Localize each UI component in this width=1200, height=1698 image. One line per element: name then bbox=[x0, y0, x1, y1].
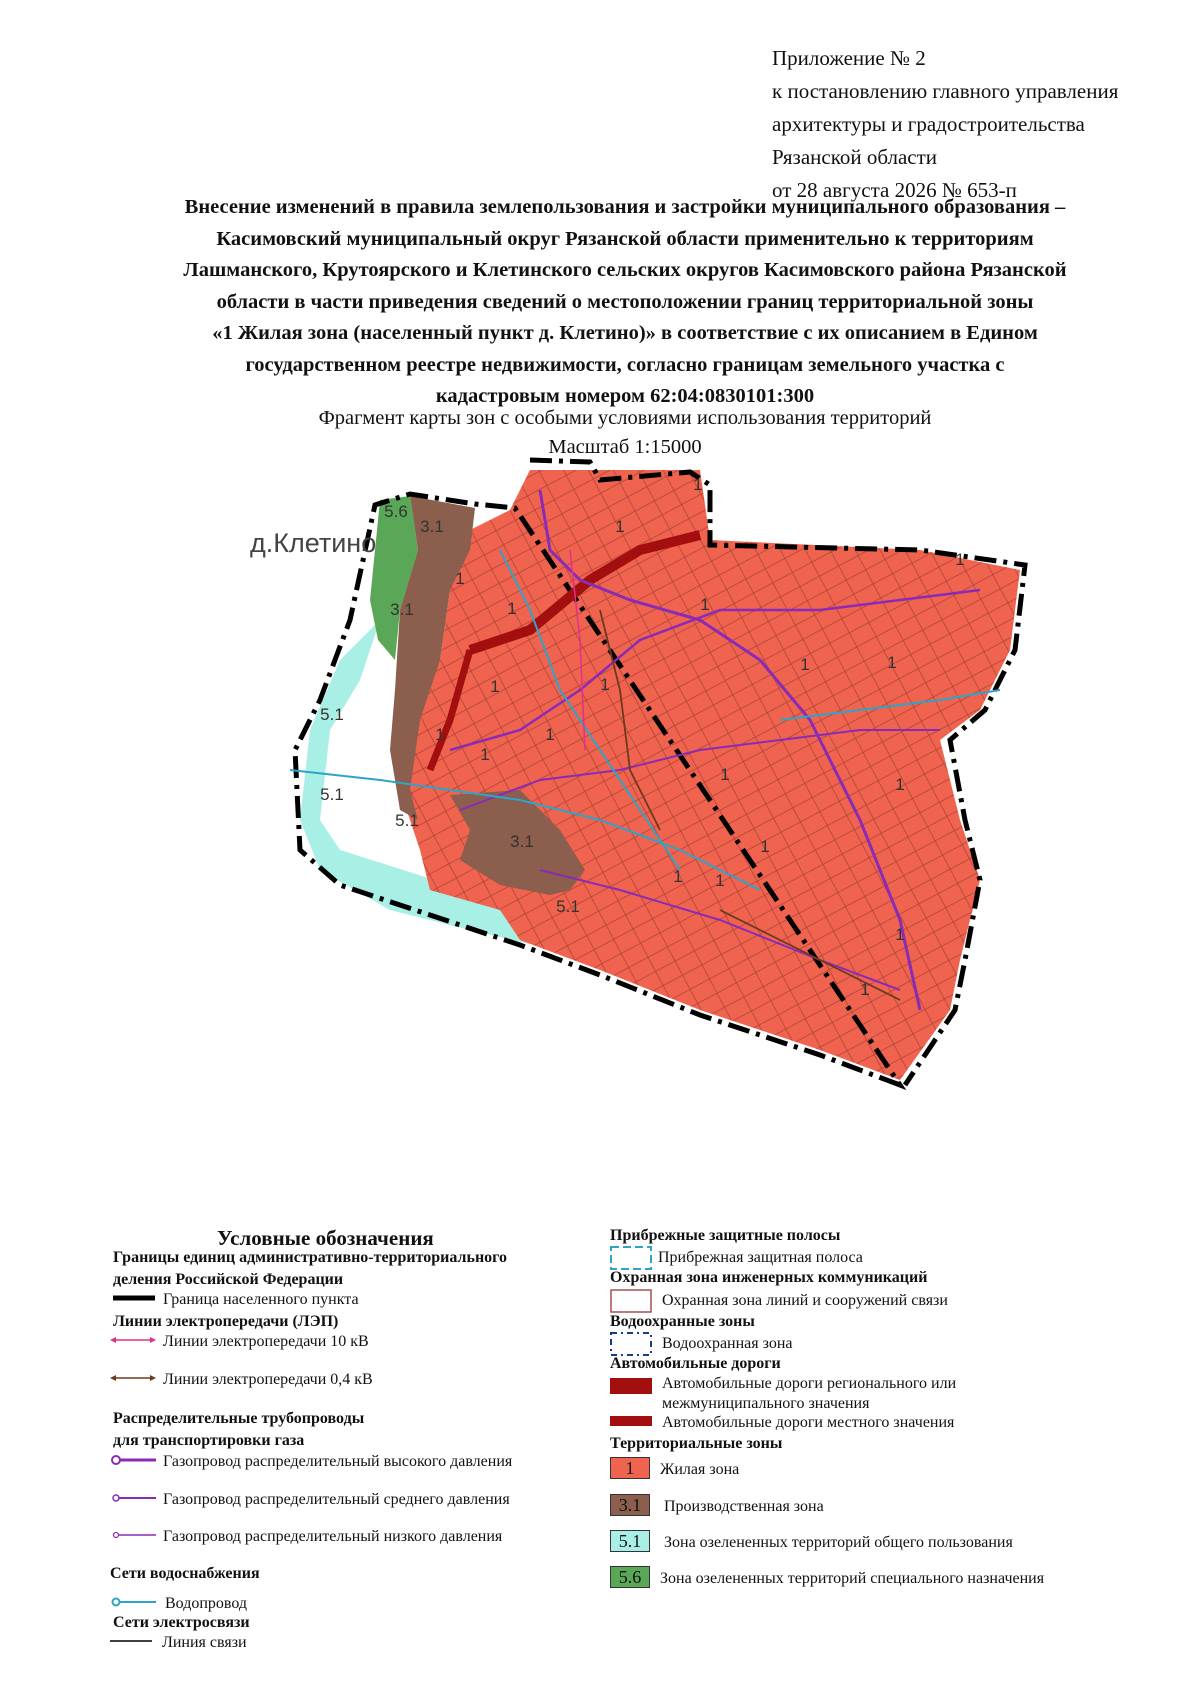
coastal-strip-symbol bbox=[610, 1246, 652, 1270]
legend-zone-5-1: Зона озелененных территорий общего пользования bbox=[664, 1534, 1013, 1551]
eng-zone-symbol bbox=[610, 1289, 652, 1313]
zone-label: 1 bbox=[615, 517, 625, 536]
zone-label: 1 bbox=[860, 980, 870, 999]
gas-high-symbol bbox=[110, 1454, 156, 1466]
road-local-symbol bbox=[610, 1416, 652, 1426]
legend-gas-low: Газопровод распределительный низкого давления bbox=[163, 1528, 503, 1545]
legend-zone-3-1: Производственная зона bbox=[664, 1498, 824, 1515]
legend-eng-header: Охранная зона инженерных коммуникаций bbox=[610, 1269, 928, 1286]
zone-label: 1 bbox=[507, 599, 517, 618]
legend-gas-header: Распределительные трубопроводы bbox=[113, 1410, 365, 1427]
zone-label: 1 bbox=[490, 677, 500, 696]
zone-label: 1 bbox=[760, 837, 770, 856]
legend-admin-header-2: деления Российской Федерации bbox=[113, 1271, 344, 1288]
zone-label: 3.1 bbox=[390, 600, 414, 619]
zone-label: 1 bbox=[435, 725, 445, 744]
legend-eng-zone: Охранная зона линий и сооружений связи bbox=[662, 1292, 948, 1309]
power-10kv-symbol bbox=[110, 1335, 156, 1345]
legend-comm-header: Сети электросвязи bbox=[113, 1614, 250, 1631]
water-pipe-symbol bbox=[110, 1596, 156, 1608]
legend-power-10kv: Линии электропередачи 10 кВ bbox=[163, 1333, 369, 1350]
document-title bbox=[70, 192, 1180, 413]
zone-1-swatch: 1 bbox=[610, 1457, 650, 1479]
zone-label: 1 bbox=[715, 871, 725, 890]
legend-road-local: Автомобильные дороги местного значения bbox=[662, 1414, 955, 1431]
legend-gas-mid: Газопровод распределительный среднего давления bbox=[163, 1491, 510, 1508]
title-line: государственном реестре недвижимости, согласно границам земельного участка с bbox=[245, 353, 1005, 376]
power-04kv-symbol bbox=[110, 1373, 156, 1383]
zone-label: 3.1 bbox=[510, 832, 534, 851]
title-line: Касимовский муниципальный округ Рязанской области применительно к территориям bbox=[216, 227, 1034, 250]
title-line: области в части приведения сведений о местоположении границ территориальной зоны bbox=[216, 290, 1034, 313]
zone-label: 1 bbox=[700, 595, 710, 614]
appendix-line: архитектуры и градостроительства bbox=[772, 112, 1085, 136]
legend-power-04kv: Линии электропередачи 0,4 кВ bbox=[163, 1371, 373, 1388]
zone-label: 5.6 bbox=[384, 502, 408, 521]
title-line: «1 Жилая зона (населенный пункт д. Клетино)» в соответствие с их описанием в Едином bbox=[212, 322, 1038, 344]
gas-low-symbol bbox=[110, 1529, 156, 1541]
settlement-boundary-symbol bbox=[113, 1293, 155, 1303]
zone-label: 1 bbox=[955, 550, 965, 569]
appendix-line: к постановлению главного управления bbox=[772, 79, 1119, 103]
zone-3-1-swatch: 3.1 bbox=[610, 1494, 650, 1516]
zone-label: 1 bbox=[895, 775, 905, 794]
legend-water-pipe: Водопровод bbox=[165, 1595, 248, 1612]
zone-label: 1 bbox=[720, 765, 730, 784]
legend-settlement-boundary: Граница населенного пункта bbox=[163, 1291, 359, 1308]
legend-coastal-header: Прибрежные защитные полосы bbox=[610, 1227, 841, 1244]
legend-road-regional-2: межмуниципального значения bbox=[662, 1395, 870, 1412]
appendix-line: Рязанской области bbox=[772, 145, 938, 169]
legend-power-header: Линии электропередачи (ЛЭП) bbox=[113, 1313, 339, 1330]
zone-label: 1 bbox=[480, 745, 490, 764]
map-subtitle bbox=[70, 404, 1180, 462]
title-line: Внесение изменений в правила землепользования и застройки муниципального образования – bbox=[184, 196, 1066, 218]
legend-zone-5-6: Зона озелененных территорий специального назначения bbox=[660, 1570, 1045, 1587]
legend-gas-header-2: для транспортировки газа bbox=[113, 1432, 305, 1449]
zone-map[interactable] bbox=[250, 475, 1130, 1210]
zone-label: 5.1 bbox=[556, 897, 580, 916]
legend-terr-header: Территориальные зоны bbox=[610, 1435, 783, 1452]
zone-label: 1 bbox=[800, 655, 810, 674]
legend-roads-header: Автомобильные дороги bbox=[610, 1355, 781, 1372]
road-regional-symbol bbox=[610, 1378, 652, 1394]
zone-label: 1 bbox=[887, 653, 897, 672]
zone-label: 1 bbox=[545, 725, 555, 744]
title-line: Лашманского, Крутоярского и Клетинского сельских округов Касимовского района Рязанской bbox=[183, 259, 1067, 281]
legend-road-regional: Автомобильные дороги регионального или bbox=[662, 1375, 957, 1392]
comm-line-symbol bbox=[110, 1637, 156, 1645]
legend-admin-header: Границы единиц административно-территориального bbox=[113, 1249, 508, 1266]
legend-comm-line: Линия связи bbox=[162, 1634, 247, 1651]
zone-label: 1 bbox=[600, 675, 610, 694]
appendix-line: Приложение № 2 bbox=[772, 46, 926, 70]
legend-waterprot-header: Водоохранные зоны bbox=[610, 1313, 755, 1330]
settlement-label: д.Клетино bbox=[250, 528, 377, 558]
legend-water-header: Сети водоснабжения bbox=[110, 1565, 260, 1582]
subtitle-scale: Масштаб 1:15000 bbox=[548, 436, 702, 458]
legend-zone-1: Жилая зона bbox=[660, 1461, 740, 1478]
legend-waterprot-zone: Водоохранная зона bbox=[662, 1335, 793, 1352]
subtitle-fragment: Фрагмент карты зон с особыми условиями использования территорий bbox=[318, 407, 932, 429]
zone-label: 5.1 bbox=[320, 785, 344, 804]
zone-5-6-swatch: 5.6 bbox=[610, 1566, 650, 1588]
appendix-line: от 28 августа 2026 № 653-п bbox=[772, 178, 1017, 202]
gas-mid-symbol bbox=[110, 1492, 156, 1504]
legend-gas-high: Газопровод распределительный высокого давления bbox=[163, 1453, 513, 1470]
zone-label: 5.1 bbox=[395, 811, 419, 830]
waterprot-zone-symbol bbox=[610, 1332, 652, 1356]
zone-label: 3.1 bbox=[420, 517, 444, 536]
zone-label: 1 bbox=[455, 569, 465, 588]
appendix-block bbox=[772, 42, 1192, 207]
title-line: кадастровым номером 62:04:0830101:300 bbox=[435, 385, 815, 407]
zone-label: 1 bbox=[693, 475, 703, 494]
zone-5-1-swatch: 5.1 bbox=[610, 1530, 650, 1552]
zone-label: 1 bbox=[673, 867, 683, 886]
zone-label: 5.1 bbox=[320, 705, 344, 724]
legend-title: Условные обозначения bbox=[217, 1226, 434, 1250]
zone-label: 1 bbox=[895, 925, 905, 944]
zone-1-parcels bbox=[400, 470, 1020, 1080]
legend-coastal-strip: Прибрежная защитная полоса bbox=[658, 1249, 863, 1266]
